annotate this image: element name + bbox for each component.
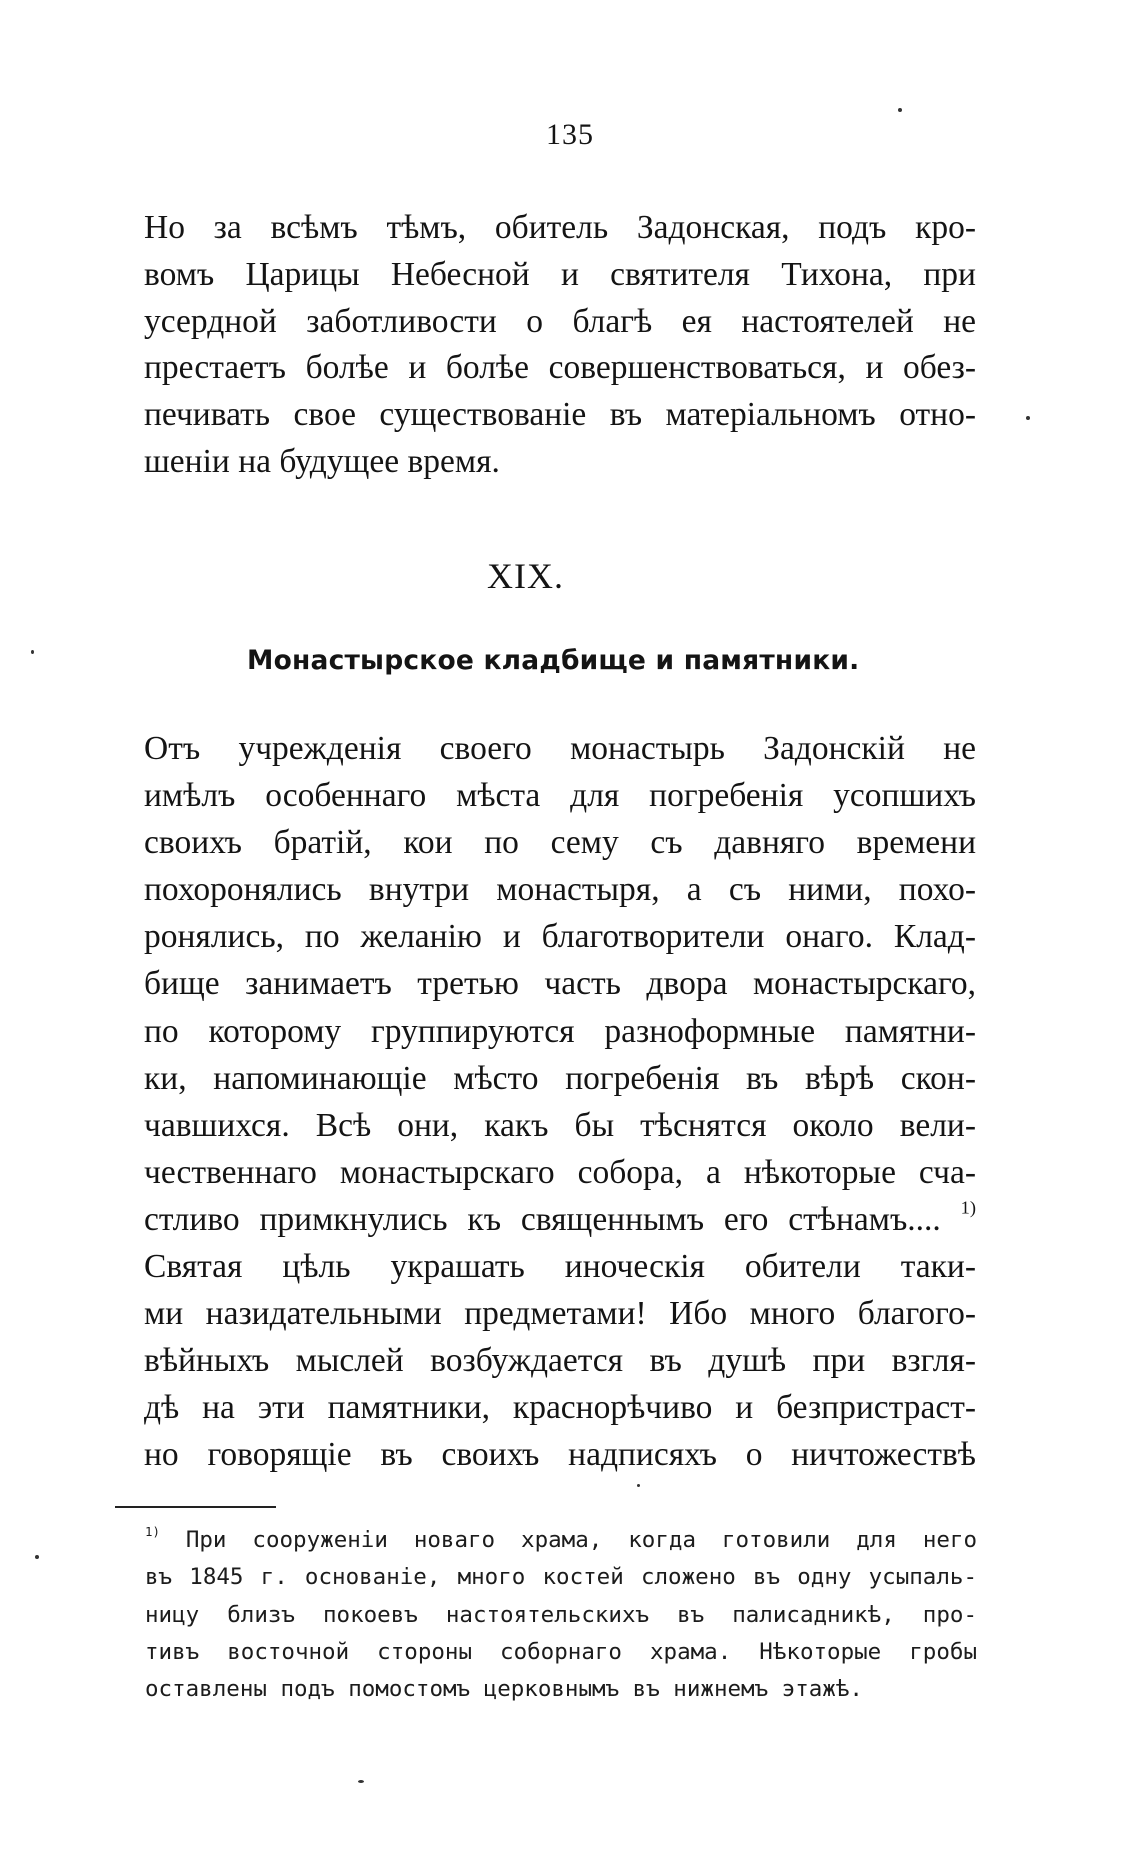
footnote-line: тивъ восточной стороны соборнаго храма. Нѣкоторые гробы — [145, 1638, 977, 1665]
text-line: Но за всѣмъ тѣмъ, обитель Задонская, подъ кро- — [144, 209, 976, 246]
text-line: похоронялись внутри монастыря, а съ ними, похо- — [144, 871, 976, 909]
scan-speck — [1026, 416, 1030, 420]
footnote — [145, 1522, 977, 1708]
footnote-line: оставлены подъ помостомъ церковнымъ въ нижнемъ этажѣ. — [145, 1676, 863, 1703]
text-line: Святая цѣль украшать иноческія обители таки- — [144, 1248, 976, 1286]
scan-speck — [637, 1484, 640, 1487]
body-paragraph — [144, 725, 976, 1479]
scan-speck — [358, 1780, 364, 1783]
text-line: усердной заботливости о благѣ ея настоятелей не — [144, 302, 976, 340]
text-line: шеніи на будущее время. — [144, 442, 500, 480]
text-line: но говорящіе въ своихъ надписяхъ о ничтожествѣ — [144, 1436, 976, 1474]
scan-speck — [898, 108, 902, 112]
scan-speck — [31, 650, 34, 654]
text-line: Отъ учрежденія своего монастырь Задонскій не — [144, 730, 976, 767]
page-number: 135 — [546, 118, 594, 151]
text-line: ронялись, по желанію и благотворители онаго. Клад- — [144, 918, 976, 956]
text-line: своихъ братій, кои по сему съ давняго времени — [144, 824, 976, 862]
chapter-title: Монастырское кладбище и памятники. — [247, 645, 860, 676]
text-segment: стливо примкнулись къ священнымъ его стѣнамъ.... — [144, 1200, 941, 1238]
text-line: чавшихся. Всѣ они, какъ бы тѣснятся около вели- — [144, 1106, 976, 1144]
text-line: ми назидательными предметами! Ибо много благого- — [144, 1295, 976, 1333]
footnote-text: При сооруженіи новаго храма, когда готовили для него — [185, 1527, 978, 1553]
footnote-separator — [115, 1506, 276, 1508]
text-line-with-footnote-ref — [144, 1196, 976, 1243]
text-line: вѣйныхъ мыслей возбуждается въ душѣ при взгля- — [144, 1342, 976, 1380]
footnote-reference[interactable]: 1) — [960, 1197, 976, 1218]
intro-paragraph — [144, 205, 976, 486]
scan-speck — [35, 1555, 39, 1559]
text-line: вомъ Царицы Небесной и святителя Тихона, при — [144, 255, 976, 293]
text-line: ки, напоминающіе мѣсто погребенія въ вѣрѣ скон- — [144, 1059, 976, 1097]
text-line: дѣ на эти памятники, краснорѣчиво и безпристраст- — [144, 1389, 976, 1427]
footnote-line — [145, 1522, 977, 1559]
footnote-line: ницу близъ покоевъ настоятельскихъ въ палисадникѣ, про- — [145, 1601, 977, 1628]
text-line: бище занимаетъ третью часть двора монастырскаго, — [144, 965, 976, 1003]
text-line: чественнаго монастырскаго собора, а нѣкоторые сча- — [144, 1153, 976, 1191]
footnote-marker: 1) — [145, 1524, 160, 1539]
chapter-number: XIX. — [487, 556, 564, 596]
text-line: печивать свое существованіе въ матеріальномъ отно- — [144, 396, 976, 434]
footnote-line: въ 1845 г. основаніе, много костей сложено въ одну усыпаль- — [145, 1564, 977, 1591]
text-line: престаетъ болѣе и болѣе совершенствоваться, и обез- — [144, 349, 976, 387]
text-line: по которому группируются разноформные памятни- — [144, 1012, 976, 1050]
text-line: имѣлъ особеннаго мѣста для погребенія усопшихъ — [144, 777, 976, 815]
